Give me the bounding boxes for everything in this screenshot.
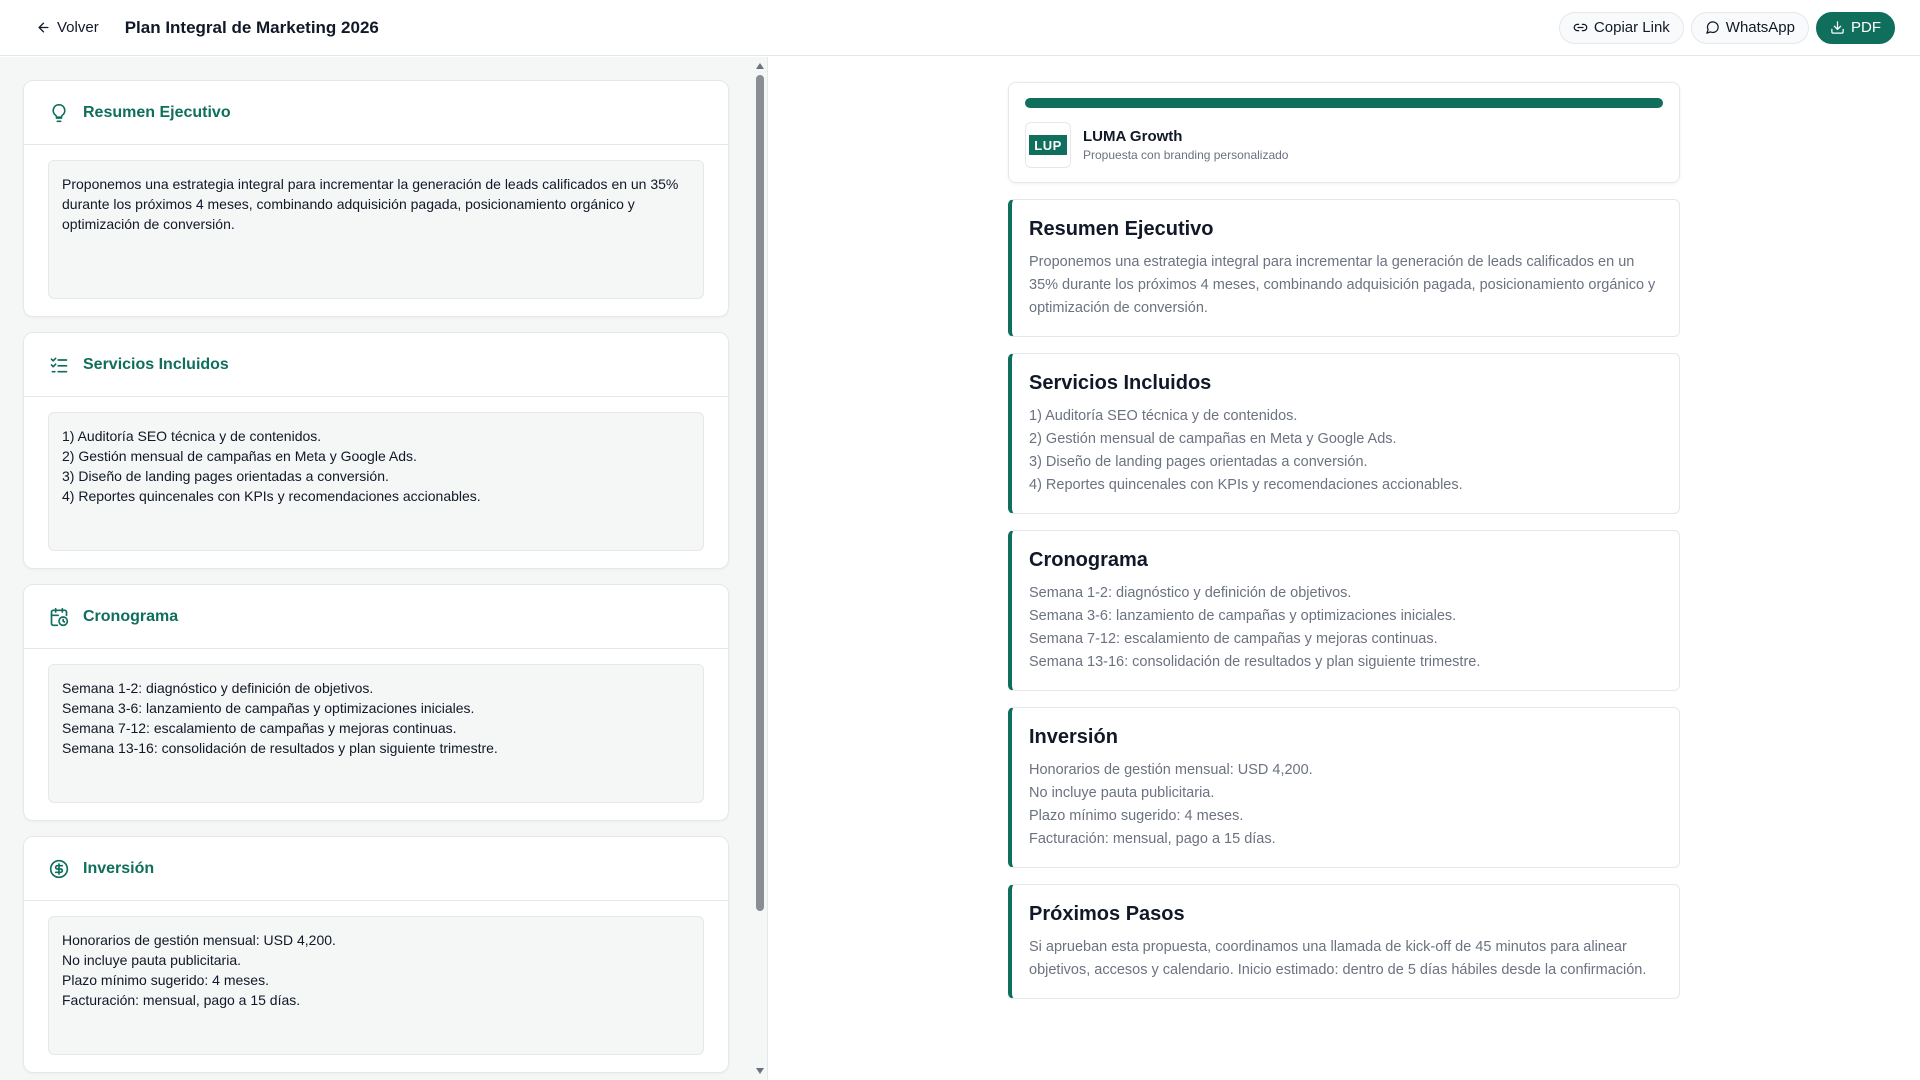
brand-name: LUMA Growth [1083, 128, 1183, 145]
editor-section-body [24, 901, 728, 1072]
editor-section-body [24, 145, 728, 316]
preview-section-cronograma [1008, 530, 1680, 691]
back-button-label: Volver [57, 19, 99, 36]
lightbulb-icon [49, 103, 69, 123]
editor-section-title: Inversión [83, 859, 155, 877]
brand-subtitle: Propuesta con branding personalizado [1083, 148, 1289, 162]
scroll-thumb[interactable] [756, 75, 764, 911]
whatsapp-label: WhatsApp [1725, 19, 1795, 36]
editor-section-title: Servicios Incluidos [83, 355, 229, 373]
pdf-label: PDF [1851, 19, 1881, 36]
editor-section-header [24, 837, 728, 901]
editor-section-header [24, 81, 728, 145]
editor-section-header [24, 333, 728, 397]
brand-text [1083, 128, 1288, 162]
copy-link-label: Copiar Link [1593, 19, 1670, 36]
checklist-icon [49, 355, 69, 375]
preview-section-proximos-pasos [1008, 884, 1680, 999]
arrow-left-icon [36, 20, 51, 35]
back-button[interactable] [36, 19, 99, 36]
preview-section-body: Proponemos una estrategia integral para incrementar la generación de leads calificados en un 35% durante los próximos 4 meses, combinando adquisición pagada, posicionamiento orgánico y optimización de conversión. [1029, 254, 1656, 316]
resumen-textarea[interactable]: Proponemos una estrategia integral para incrementar la generación de leads calificados en un 35% durante los próximos 4 meses, combinando adquisición pagada, posicionamiento orgánico y optimización de conversión. [48, 160, 704, 299]
brand-color-bar [1025, 98, 1663, 108]
brand-logo-frame [1025, 122, 1071, 168]
editor-section-body [24, 649, 728, 820]
preview-section-title: Resumen Ejecutivo [1029, 218, 1214, 240]
editor-section-body [24, 397, 728, 568]
preview-section-body: Semana 1-2: diagnóstico y definición de objetivos. Semana 3-6: lanzamiento de campañas y optimizaciones iniciales. Semana 7-12: escalamiento de campañas y mejoras continuas. Semana 13-16: consolidación de resultados y plan siguiente trimestre. [1029, 585, 1481, 670]
preview-section-title: Servicios Incluidos [1029, 372, 1212, 394]
editor-section-servicios [23, 332, 729, 569]
inversion-textarea[interactable]: Honorarios de gestión mensual: USD 4,200. No incluye pauta publicitaria. Plazo mínimo sugerido: 4 meses. Facturación: mensual, pago a 15 días. [48, 916, 704, 1055]
header-actions [1559, 12, 1895, 44]
editor-section-resumen [23, 80, 729, 317]
cronograma-textarea[interactable]: Semana 1-2: diagnóstico y definición de objetivos. Semana 3-6: lanzamiento de campañas y optimizaciones iniciales. Semana 7-12: escalamiento de campañas y mejoras continuas. Semana 13-16: consolidación de resultados y plan siguiente trimestre. [48, 664, 704, 803]
download-icon [1830, 20, 1845, 35]
preview-document [1008, 82, 1680, 1015]
calendar-clock-icon [49, 607, 69, 627]
brand-header-card [1008, 82, 1680, 183]
preview-section-title: Inversión [1029, 726, 1118, 748]
preview-section-body: 1) Auditoría SEO técnica y de contenidos. 2) Gestión mensual de campañas en Meta y Google Ads. 3) Diseño de landing pages orientadas a conversión. 4) Reportes quincenales con KPIs y recomendaciones accionables. [1029, 408, 1463, 493]
editor-section-title: Resumen Ejecutivo [83, 103, 231, 121]
whatsapp-button[interactable] [1691, 12, 1809, 44]
message-circle-icon [1705, 20, 1720, 35]
preview-section-resumen [1008, 199, 1680, 337]
preview-section-body: Si aprueban esta propuesta, coordinamos una llamada de kick-off de 45 minutos para alinear objetivos, accesos y calendario. Inicio estimado: dentro de 5 días hábiles desde la confirmación. [1029, 939, 1647, 978]
brand-logo: LUP [1029, 135, 1067, 155]
editor-section-cronograma [23, 584, 729, 821]
preview-section-body: Honorarios de gestión mensual: USD 4,200. No incluye pauta publicitaria. Plazo mínimo sugerido: 4 meses. Facturación: mensual, pago a 15 días. [1029, 762, 1313, 847]
pdf-download-button[interactable] [1816, 12, 1895, 44]
link-icon [1573, 20, 1588, 35]
scroll-up-arrow-icon[interactable] [756, 63, 764, 69]
scroll-down-arrow-icon[interactable] [756, 1068, 764, 1074]
preview-panel [769, 57, 1920, 1080]
page-title: Plan Integral de Marketing 2026 [124, 17, 379, 37]
preview-section-title: Próximos Pasos [1029, 903, 1185, 925]
top-bar [0, 0, 1920, 56]
editor-scrollbar[interactable] [753, 57, 766, 1080]
preview-section-inversion [1008, 707, 1680, 868]
preview-section-servicios [1008, 353, 1680, 514]
preview-section-title: Cronograma [1029, 549, 1148, 571]
servicios-textarea[interactable]: 1) Auditoría SEO técnica y de contenidos. 2) Gestión mensual de campañas en Meta y Google Ads. 3) Diseño de landing pages orientadas a conversión. 4) Reportes quincenales con KPIs y recomendaciones accionables. [48, 412, 704, 551]
editor-section-header [24, 585, 728, 649]
editor-panel [0, 57, 768, 1080]
copy-link-button[interactable] [1559, 12, 1684, 44]
editor-section-inversion [23, 836, 729, 1073]
brand-row [1025, 122, 1663, 168]
editor-sections [23, 80, 729, 1080]
dollar-circle-icon [49, 859, 69, 879]
editor-section-title: Cronograma [83, 607, 179, 625]
